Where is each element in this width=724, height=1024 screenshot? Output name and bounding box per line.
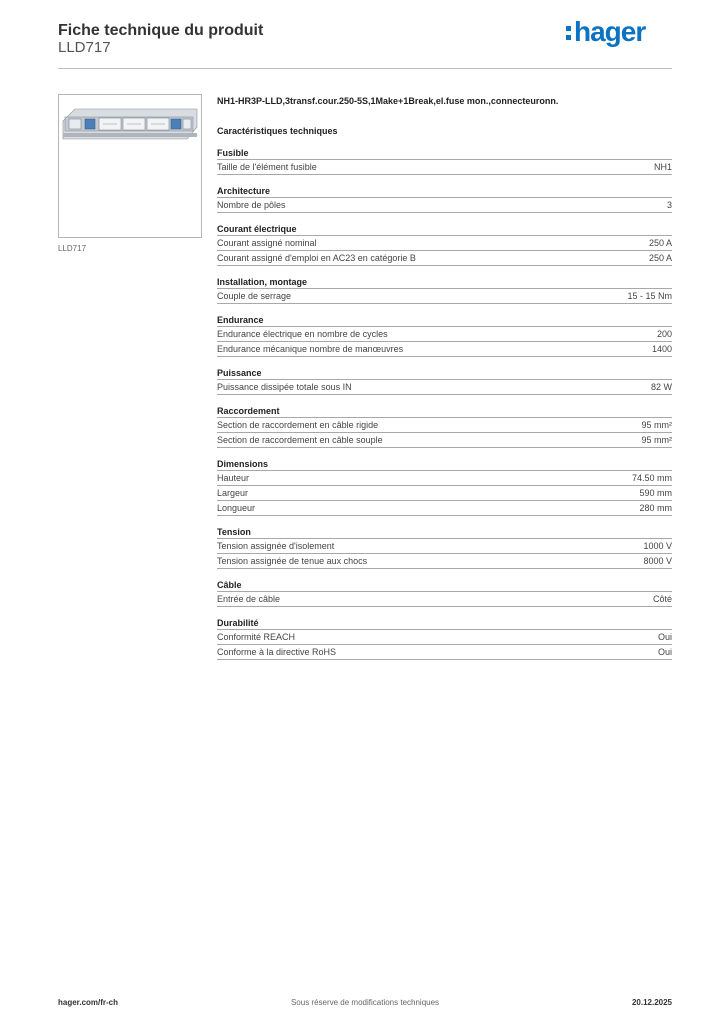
spec-group: [217, 406, 672, 448]
spec-value: Oui: [657, 632, 672, 642]
spec-row: [217, 327, 672, 342]
spec-row: [217, 554, 672, 569]
spec-group: [217, 277, 672, 304]
spec-label: Endurance mécanique nombre de manœuvres: [217, 344, 404, 354]
spec-value: 200: [656, 329, 672, 339]
spec-value: Oui: [657, 647, 672, 657]
image-caption: LLD717: [58, 244, 87, 253]
spec-value: 250 A: [648, 253, 672, 263]
spec-group-title: Dimensions: [217, 459, 672, 471]
spec-value: Côté: [652, 594, 672, 604]
spec-value: 1000 V: [643, 541, 672, 551]
spec-content: [217, 95, 672, 660]
spec-group: [217, 186, 672, 213]
spec-label: Nombre de pôles: [217, 200, 286, 210]
spec-row: [217, 380, 672, 395]
spec-heading: Caractéristiques techniques: [217, 126, 338, 136]
spec-group-title: Câble: [217, 580, 672, 592]
spec-row: [217, 236, 672, 251]
spec-group: [217, 618, 672, 660]
spec-label: Hauteur: [217, 473, 250, 483]
spec-group-title: Endurance: [217, 315, 672, 327]
spec-value: 95 mm²: [641, 435, 672, 445]
footer-date: 20.12.2025: [631, 998, 672, 1007]
spec-value: 74.50 mm: [631, 473, 672, 483]
spec-row: [217, 592, 672, 607]
spec-row: [217, 160, 672, 175]
spec-group-title: Fusible: [217, 148, 672, 160]
spec-group-title: Installation, montage: [217, 277, 672, 289]
product-image: [58, 94, 202, 238]
spec-group: [217, 580, 672, 607]
spec-row: [217, 645, 672, 660]
product-code: LLD717: [58, 39, 111, 56]
spec-group-title: Courant électrique: [217, 224, 672, 236]
spec-row: [217, 198, 672, 213]
spec-group-title: Raccordement: [217, 406, 672, 418]
spec-group: [217, 527, 672, 569]
spec-label: Section de raccordement en câble souple: [217, 435, 383, 445]
spec-label: Courant assigné nominal: [217, 238, 317, 248]
spec-label: Taille de l'élément fusible: [217, 162, 317, 172]
spec-row: [217, 471, 672, 486]
document-title: Fiche technique du produit: [58, 22, 264, 39]
spec-label: Entrée de câble: [217, 594, 281, 604]
logo-text: hager: [574, 16, 646, 47]
spec-value: 95 mm²: [641, 420, 672, 430]
switch-disconnector-picture-icon: [59, 95, 201, 237]
spec-group: [217, 148, 672, 175]
spec-label: Endurance électrique en nombre de cycles: [217, 329, 388, 339]
spec-row: [217, 486, 672, 501]
spec-value: 1400: [651, 344, 672, 354]
spec-group-title: Durabilité: [217, 618, 672, 630]
spec-row: [217, 539, 672, 554]
spec-label: Couple de serrage: [217, 291, 292, 301]
spec-row: [217, 342, 672, 357]
spec-row: [217, 501, 672, 516]
spec-value: 590 mm: [639, 488, 672, 498]
spec-value: 280 mm: [639, 503, 672, 513]
spec-row: [217, 289, 672, 304]
footer-note: Sous réserve de modifications techniques: [290, 998, 440, 1007]
spec-label: Tension assignée de tenue aux chocs: [217, 556, 368, 566]
spec-row: [217, 433, 672, 448]
spec-value: 15 - 15 Nm: [627, 291, 672, 301]
spec-group: [217, 224, 672, 266]
spec-label: Section de raccordement en câble rigide: [217, 420, 379, 430]
spec-value: 82 W: [650, 382, 672, 392]
spec-label: Longueur: [217, 503, 256, 513]
spec-label: Conforme à la directive RoHS: [217, 647, 337, 657]
spec-row: [217, 630, 672, 645]
spec-label: Conformité REACH: [217, 632, 296, 642]
spec-label: Courant assigné d'emploi en AC23 en catégorie B: [217, 253, 416, 263]
spec-group-title: Tension: [217, 527, 672, 539]
spec-value: 8000 V: [643, 556, 672, 566]
footer-website[interactable]: hager.com/fr-ch: [58, 998, 119, 1007]
spec-label: Puissance dissipée totale sous IN: [217, 382, 352, 392]
spec-group-title: Architecture: [217, 186, 672, 198]
spec-row: [217, 418, 672, 433]
spec-group: [217, 368, 672, 395]
spec-label: Largeur: [217, 488, 249, 498]
hager-logo: [566, 16, 676, 48]
header-divider: [58, 68, 672, 69]
spec-groups: [217, 148, 672, 660]
spec-row: [217, 251, 672, 266]
spec-value: NH1: [653, 162, 672, 172]
spec-group-title: Puissance: [217, 368, 672, 380]
spec-value: 250 A: [648, 238, 672, 248]
product-description: NH1-HR3P-LLD,3transf.cour.250-5S,1Make+1Break,el.fuse mon.,connecteuronn.: [217, 96, 559, 106]
spec-group: [217, 315, 672, 357]
spec-value: 3: [666, 200, 672, 210]
logo-dots-icon: [566, 16, 572, 48]
spec-group: [217, 459, 672, 516]
spec-label: Tension assignée d'isolement: [217, 541, 335, 551]
